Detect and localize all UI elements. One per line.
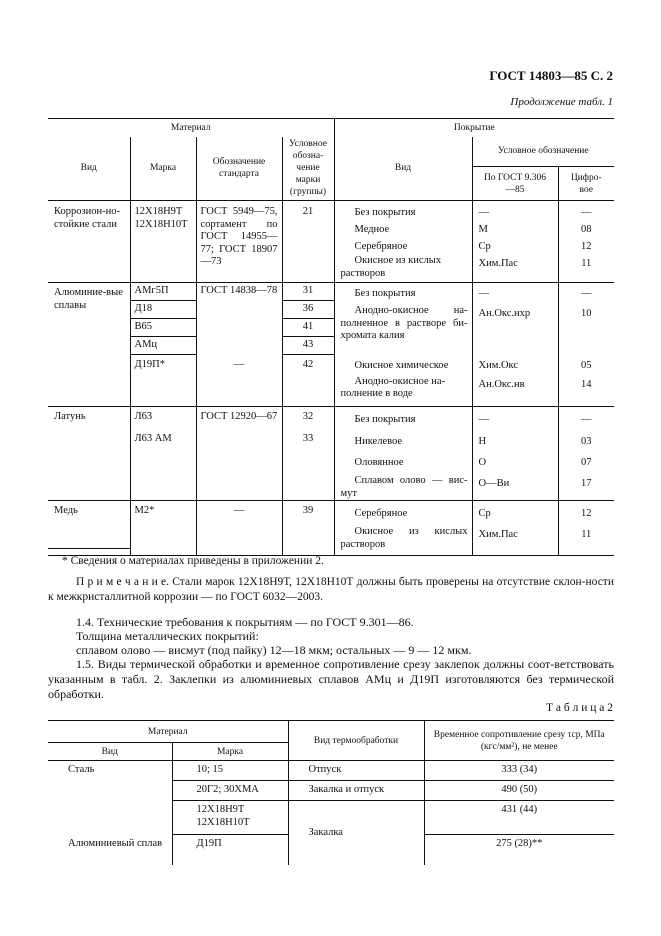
- coating-digital: 12: [581, 508, 592, 519]
- material-marka: АМц: [130, 337, 196, 355]
- material-vid: Алюминие-вые сплавы: [54, 287, 123, 311]
- coating-vid: Никелевое: [354, 436, 403, 447]
- coating-vid: Без покрытия: [354, 288, 416, 299]
- coating-vid: Медное: [354, 224, 390, 235]
- coating-digital: 12: [581, 241, 592, 252]
- table-2: [48, 720, 614, 865]
- coating-digital: 08: [581, 224, 592, 235]
- material-code: 41: [282, 319, 334, 337]
- material-marka: Л63: [130, 407, 196, 431]
- coating-gost: Ан.Окс.нв: [478, 379, 525, 390]
- header-marka: Марка: [130, 137, 196, 201]
- material-code: 36: [282, 301, 334, 319]
- t2-vid: Алюминиевый сплав: [48, 835, 172, 865]
- coating-vid: Окисное из кислых растворов: [340, 526, 468, 550]
- thickness-values: сплавом олово — висмут (под пайку) 12—18 мкм; остальных — 9 — 12 мкм.: [76, 643, 472, 657]
- material-standard: ГОСТ 5949—75, сортамент по ГОСТ 14955—77; ГОСТ 18907—73: [200, 206, 278, 267]
- coating-gost: —: [478, 414, 489, 425]
- t2-resistance: 275 (28)**: [496, 838, 543, 849]
- material-marka: Д19П*: [130, 355, 196, 407]
- coating-gost: М: [478, 224, 488, 235]
- t2-header-vid: Вид: [48, 743, 172, 761]
- coating-vid: Серебряное: [354, 508, 408, 519]
- t2-header-marka: Марка: [172, 743, 288, 761]
- material-marka: М2*: [130, 501, 196, 556]
- material-standard: ГОСТ 14838—78: [196, 283, 282, 355]
- material-marka: В65: [130, 319, 196, 337]
- coating-gost: О: [478, 457, 487, 468]
- coating-gost: Хим.Окс: [478, 360, 519, 371]
- coating-digital: 10: [581, 308, 592, 319]
- header-standard: Обозначение стандарта: [196, 137, 282, 201]
- thickness-title: Толщина металлических покрытий:: [76, 629, 259, 643]
- material-vid: Медь: [48, 501, 130, 556]
- header-digital: Цифро-вое: [570, 172, 602, 195]
- table-continuation-label: Продолжение табл. 1: [510, 96, 613, 108]
- t2-marka: 10; 15: [172, 761, 288, 781]
- t2-marka: Д19П: [172, 835, 288, 865]
- coating-gost: Ср: [478, 508, 491, 519]
- coating-digital: 07: [581, 457, 592, 468]
- material-standard: —: [196, 501, 282, 556]
- coating-vid: Сплавом олово — вис-мут: [340, 475, 468, 499]
- coating-vid: Окисное химическое: [354, 359, 449, 371]
- coating-digital: 17: [581, 478, 592, 489]
- t2-treatment: Отпуск: [288, 761, 424, 781]
- coating-digital: 11: [581, 258, 592, 269]
- coating-gost: Ср: [478, 241, 491, 252]
- material-vid: Коррозион-но-стойкие стали: [54, 206, 120, 230]
- material-code: 31: [282, 283, 334, 301]
- table-2-caption: Т а б л и ц а 2: [545, 702, 613, 714]
- material-standard: ГОСТ 12920—67: [196, 407, 282, 501]
- header-conditional: Условное обозна-чение марки (группы): [282, 137, 334, 201]
- coating-digital: —: [581, 288, 592, 299]
- coating-gost: Хим.Пас: [478, 529, 518, 540]
- header-material: Материал: [48, 119, 334, 137]
- material-marka: Д18: [130, 301, 196, 319]
- coating-gost: —: [478, 288, 489, 299]
- coating-gost: О—Ви: [478, 478, 510, 489]
- t2-resistance: 333 (34): [424, 761, 614, 781]
- coating-vid: Окисное из кислых растворов: [340, 255, 442, 279]
- material-standard: —: [196, 355, 282, 407]
- t2-vid: Сталь: [48, 761, 172, 835]
- header-coating-conditional: Условное обозначение: [472, 137, 614, 167]
- material-marka: Л63 АМ: [130, 431, 196, 501]
- coating-vid: Серебряное: [354, 241, 408, 252]
- t2-resistance: 490 (50): [424, 781, 614, 801]
- header-coating-vid: Вид: [334, 137, 472, 201]
- page-header: ГОСТ 14803—85 С. 2: [489, 68, 613, 83]
- coating-digital: 11: [581, 529, 592, 540]
- t2-marka: 20Г2; 30ХМА: [172, 781, 288, 801]
- material-marka: АМг5П: [130, 283, 196, 301]
- coating-digital: 14: [581, 379, 592, 390]
- coating-vid: Оловянное: [354, 457, 404, 468]
- material-code: 43: [282, 337, 334, 355]
- material-code: 42: [282, 355, 334, 407]
- coating-vid: Без покрытия: [354, 207, 416, 218]
- footnote-divider: [48, 548, 130, 549]
- material-code: 32: [282, 407, 334, 431]
- coating-gost: Н: [478, 436, 487, 447]
- material-code: 39: [282, 501, 334, 556]
- coating-gost: —: [478, 207, 489, 218]
- t2-marka: 12Х18Н9Т 12Х18Н10Т: [196, 804, 250, 828]
- material-vid: Латунь: [48, 407, 130, 501]
- coating-vid: Анодно-окисное на-полненное в растворе би-хромата калия: [340, 305, 468, 341]
- header-vid: Вид: [48, 137, 130, 201]
- coating-gost: Хим.Пас: [478, 258, 518, 269]
- coating-digital: —: [581, 414, 592, 425]
- header-coating: Покрытие: [453, 122, 495, 133]
- material-code: 33: [282, 431, 334, 501]
- paragraph-1-5: 1.5. Виды термической обработки и временное сопротивление срезу заклепок должны соот-ветствовать указанным в табл. 2. Заклепки из алюминиевых сплавов АМц и Д19П изготовляются без термической обработки.: [48, 657, 614, 701]
- note: П р и м е ч а н и е. Стали марок 12Х18Н9Т, 12Х18Н10Т должны быть проверены на отсутствие склон-ности к межкристаллитной коррозии — по ГОСТ 6032—2003.: [48, 576, 614, 603]
- coating-vid: Без покрытия: [354, 414, 416, 425]
- coating-digital: —: [581, 207, 592, 218]
- t2-resistance: 431 (44): [424, 801, 614, 835]
- coating-vid: Анодно-окисное на-полнение в воде: [340, 375, 446, 399]
- material-code: 21: [302, 206, 314, 217]
- t2-header-treatment: Вид термообработки: [288, 721, 424, 761]
- footnote: * Сведения о материалах приведены в приложении 2.: [62, 555, 324, 567]
- coating-digital: 05: [581, 360, 592, 371]
- paragraph-1-4: 1.4. Технические требования к покрытиям — по ГОСТ 9.301—86.: [76, 615, 414, 629]
- t2-header-material: Материал: [48, 721, 288, 743]
- t2-treatment: Закалка и отпуск: [288, 781, 424, 801]
- coating-gost: Ан.Окс.нхр: [478, 308, 531, 319]
- header-gost: По ГОСТ 9.306—85: [472, 167, 558, 201]
- coating-digital: 03: [581, 436, 592, 447]
- material-marka: 12Х18Н9Т 12Х18Н10Т: [134, 206, 188, 230]
- t2-header-resistance: Временное сопротивление срезу τср, МПа (кгс/мм²), не менее: [433, 729, 605, 752]
- t2-treatment: Закалка: [288, 801, 424, 865]
- table-1: [48, 118, 614, 556]
